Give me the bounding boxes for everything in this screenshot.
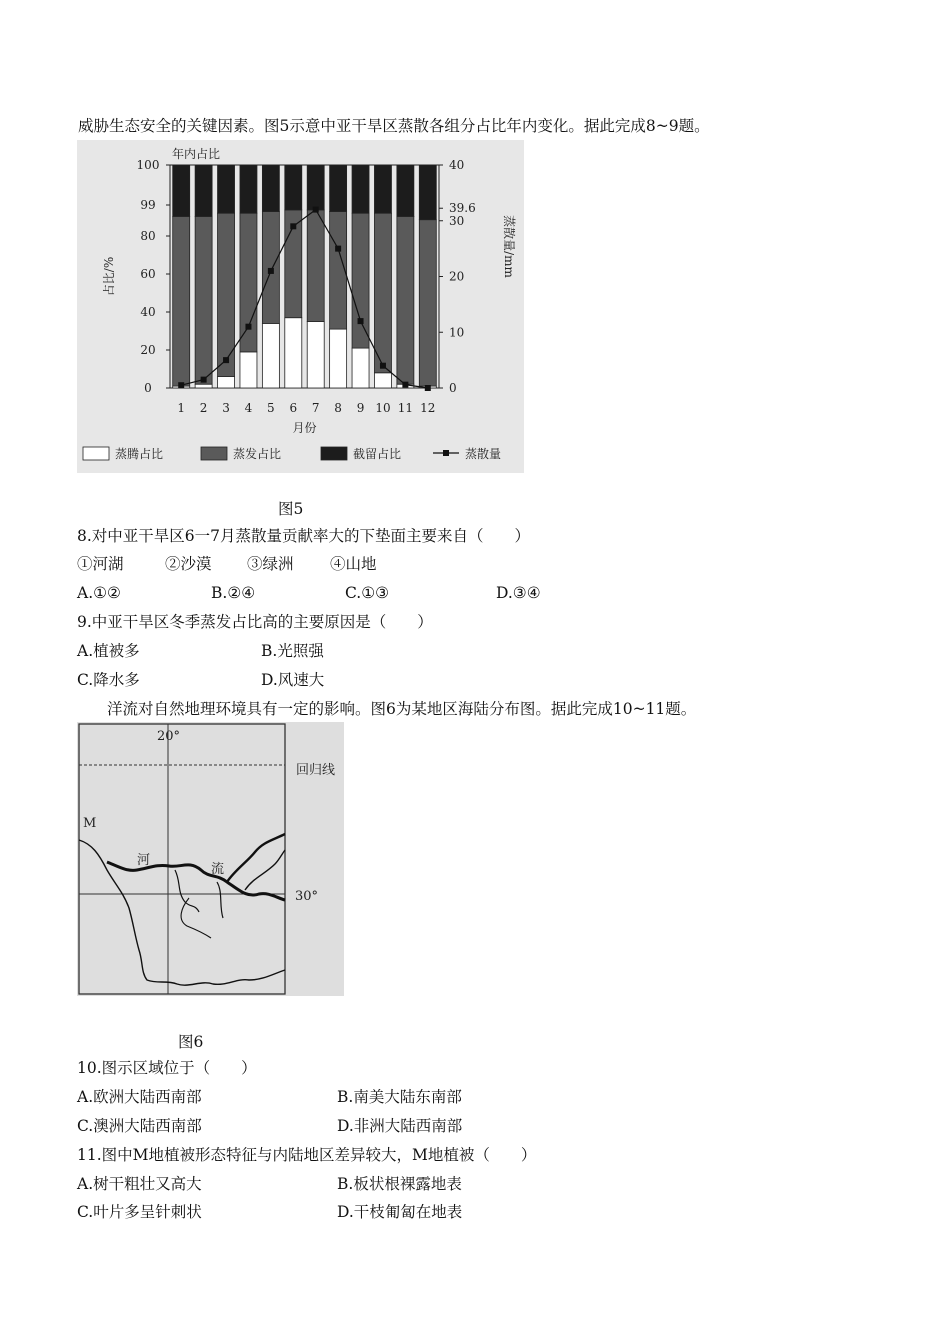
line-point-8 bbox=[335, 246, 341, 252]
evapotranspiration-chart bbox=[77, 140, 524, 473]
bar-蒸发占比-11 bbox=[397, 216, 414, 384]
left-tick-label-5: 20 bbox=[140, 343, 156, 357]
bar-蒸腾占比-9 bbox=[352, 348, 369, 388]
bar-蒸腾占比-3 bbox=[218, 377, 235, 388]
bar-截留占比-7 bbox=[307, 165, 324, 210]
q8-option-a[interactable]: A.①② bbox=[77, 584, 121, 602]
bar-截留占比-10 bbox=[374, 165, 391, 213]
x-tick-label-7: 7 bbox=[311, 401, 320, 415]
x-tick-label-10: 10 bbox=[375, 401, 391, 415]
q10-option-b[interactable]: B.南美大陆东南部 bbox=[337, 1088, 462, 1106]
q11-option-c[interactable]: C.叶片多呈针刺状 bbox=[77, 1203, 202, 1221]
x-axis-label: 月份 bbox=[292, 421, 317, 435]
tributary-5 bbox=[181, 898, 211, 938]
line-point-9 bbox=[358, 318, 364, 324]
bar-蒸发占比-8 bbox=[330, 212, 347, 330]
bar-蒸发占比-5 bbox=[262, 212, 279, 324]
q10-option-d[interactable]: D.非洲大陆西南部 bbox=[337, 1117, 463, 1135]
q8-item-4: ④山地 bbox=[330, 555, 377, 573]
x-tick-label-11: 11 bbox=[397, 401, 414, 415]
legend-swatch-1 bbox=[201, 447, 227, 460]
bar-截留占比-11 bbox=[397, 165, 414, 216]
bar-蒸腾占比-7 bbox=[307, 322, 324, 389]
legend-swatch-2 bbox=[321, 447, 347, 460]
x-tick-label-4: 4 bbox=[244, 401, 253, 415]
bar-截留占比-2 bbox=[195, 165, 212, 216]
chart-title: 年内占比 bbox=[172, 147, 221, 161]
q8-option-b[interactable]: B.②④ bbox=[211, 584, 256, 602]
q8-item-3: ③绿洲 bbox=[247, 555, 294, 573]
bar-截留占比-4 bbox=[240, 165, 257, 213]
bar-蒸发占比-2 bbox=[195, 216, 212, 384]
x-tick-label-3: 3 bbox=[222, 401, 230, 415]
x-tick-label-9: 9 bbox=[356, 401, 365, 415]
right-tick-label-0: 40 bbox=[449, 158, 465, 172]
river-label-2: 流 bbox=[211, 862, 225, 877]
q8-stem: 8.对中亚干旱区6一7月蒸散量贡献率大的下垫面主要来自（ ） bbox=[77, 527, 531, 545]
tributary-3 bbox=[175, 870, 199, 912]
bar-蒸发占比-4 bbox=[240, 213, 257, 352]
line-point-10 bbox=[380, 363, 386, 369]
q9-option-d[interactable]: D.风速大 bbox=[261, 671, 325, 689]
left-tick-label-4: 40 bbox=[140, 305, 156, 319]
bar-蒸发占比-12 bbox=[419, 220, 436, 386]
bar-截留占比-5 bbox=[262, 165, 279, 212]
bar-截留占比-8 bbox=[330, 165, 347, 212]
bar-蒸发占比-7 bbox=[307, 210, 324, 322]
q9-option-a[interactable]: A.植被多 bbox=[77, 642, 140, 660]
x-tick-label-2: 2 bbox=[199, 401, 208, 415]
line-point-11 bbox=[402, 382, 408, 388]
figure-5-chart bbox=[77, 140, 524, 473]
bar-蒸腾占比-8 bbox=[330, 329, 347, 388]
legend-line-marker bbox=[443, 450, 449, 456]
y-axis-label: 占比/% bbox=[102, 256, 116, 297]
bar-截留占比-3 bbox=[218, 165, 235, 213]
bar-蒸发占比-10 bbox=[374, 213, 391, 373]
right-tick-label-5: 0 bbox=[449, 381, 457, 395]
bar-蒸腾占比-5 bbox=[262, 323, 279, 388]
q11-option-a[interactable]: A.树干粗壮又高大 bbox=[77, 1175, 202, 1193]
lat-label: 30° bbox=[295, 889, 319, 904]
line-point-4 bbox=[245, 324, 251, 330]
q11-option-b[interactable]: B.板状根裸露地表 bbox=[337, 1175, 462, 1193]
right-tick-label-2: 30 bbox=[449, 213, 465, 228]
bar-蒸腾占比-10 bbox=[374, 373, 391, 388]
left-tick-label-3: 60 bbox=[140, 267, 156, 281]
x-tick-label-12: 12 bbox=[420, 401, 436, 415]
legend-label-0: 蒸腾占比 bbox=[115, 447, 164, 461]
q11-stem: 11.图中M地植被形态特征与内陆地区差异较大，M地植被（ ） bbox=[77, 1146, 537, 1164]
left-tick-label-6: 0 bbox=[144, 381, 152, 395]
legend-label-3: 蒸散量 bbox=[465, 447, 502, 461]
q11-option-d[interactable]: D.干枝匍匐在地表 bbox=[337, 1203, 463, 1221]
legend-swatch-0 bbox=[83, 447, 109, 460]
bar-蒸腾占比-2 bbox=[195, 384, 212, 388]
lon-label: 20° bbox=[157, 729, 181, 744]
bar-截留占比-6 bbox=[285, 165, 302, 210]
q9-stem: 9.中亚干旱区冬季蒸发占比高的主要原因是（ ） bbox=[77, 613, 433, 631]
intro-line: 威胁生态安全的关键因素。图5示意中亚干旱区蒸散各组分占比年内变化。据此完成8~9题。 bbox=[78, 117, 710, 135]
figure-6-caption: 图6 bbox=[178, 1033, 204, 1051]
line-point-7 bbox=[313, 207, 319, 213]
river-label-1: 河 bbox=[137, 853, 151, 868]
figure-6-map bbox=[77, 722, 344, 996]
left-tick-label-2: 80 bbox=[140, 229, 156, 243]
q8-option-d[interactable]: D.③④ bbox=[496, 584, 541, 602]
q8-item-2: ②沙漠 bbox=[165, 555, 212, 573]
right-tick-label-1: 39.6 bbox=[449, 201, 476, 216]
y2-axis-label: 蒸散量/mm bbox=[502, 215, 516, 278]
line-point-1 bbox=[178, 382, 184, 388]
line-point-5 bbox=[268, 268, 274, 274]
line-point-2 bbox=[201, 377, 207, 383]
x-tick-label-6: 6 bbox=[289, 401, 298, 415]
bar-截留占比-1 bbox=[173, 165, 190, 216]
bar-蒸发占比-1 bbox=[173, 216, 190, 386]
bar-蒸腾占比-4 bbox=[240, 352, 257, 388]
bar-截留占比-9 bbox=[352, 165, 369, 213]
q10-option-c[interactable]: C.澳洲大陆西南部 bbox=[77, 1117, 202, 1135]
x-tick-label-1: 1 bbox=[177, 401, 186, 415]
x-tick-label-8: 8 bbox=[334, 401, 342, 415]
bar-蒸腾占比-6 bbox=[285, 318, 302, 388]
q10-option-a[interactable]: A.欧洲大陆西南部 bbox=[77, 1088, 202, 1106]
left-tick-label-0: 100 bbox=[136, 158, 160, 172]
bar-截留占比-12 bbox=[419, 165, 436, 220]
legend-label-1: 蒸发占比 bbox=[233, 447, 282, 461]
q8-item-1: ①河湖 bbox=[77, 555, 124, 573]
m-label: M bbox=[83, 816, 97, 831]
tributary-4 bbox=[217, 882, 223, 918]
line-point-6 bbox=[290, 223, 296, 229]
legend-label-2: 截留占比 bbox=[353, 447, 402, 461]
sea-land-map bbox=[77, 722, 344, 996]
tropic-label: 回归线 bbox=[296, 763, 336, 778]
q9-option-c[interactable]: C.降水多 bbox=[77, 671, 140, 689]
q10-stem: 10.图示区域位于（ ） bbox=[77, 1059, 257, 1077]
x-tick-label-5: 5 bbox=[267, 401, 275, 415]
tributary-1 bbox=[227, 834, 285, 882]
q8-option-c[interactable]: C.①③ bbox=[345, 584, 390, 602]
figure-5-caption: 图5 bbox=[278, 500, 304, 518]
q9-option-b[interactable]: B.光照强 bbox=[261, 642, 324, 660]
left-tick-label-1: 99 bbox=[140, 198, 156, 212]
bar-蒸发占比-9 bbox=[352, 213, 369, 348]
right-tick-label-3: 20 bbox=[449, 269, 465, 284]
line-point-12 bbox=[425, 385, 431, 391]
intro-2: 洋流对自然地理环境具有一定的影响。图6为某地区海陆分布图。据此完成10~11题。 bbox=[107, 700, 697, 718]
line-point-3 bbox=[223, 357, 229, 363]
right-tick-label-4: 10 bbox=[449, 325, 465, 340]
